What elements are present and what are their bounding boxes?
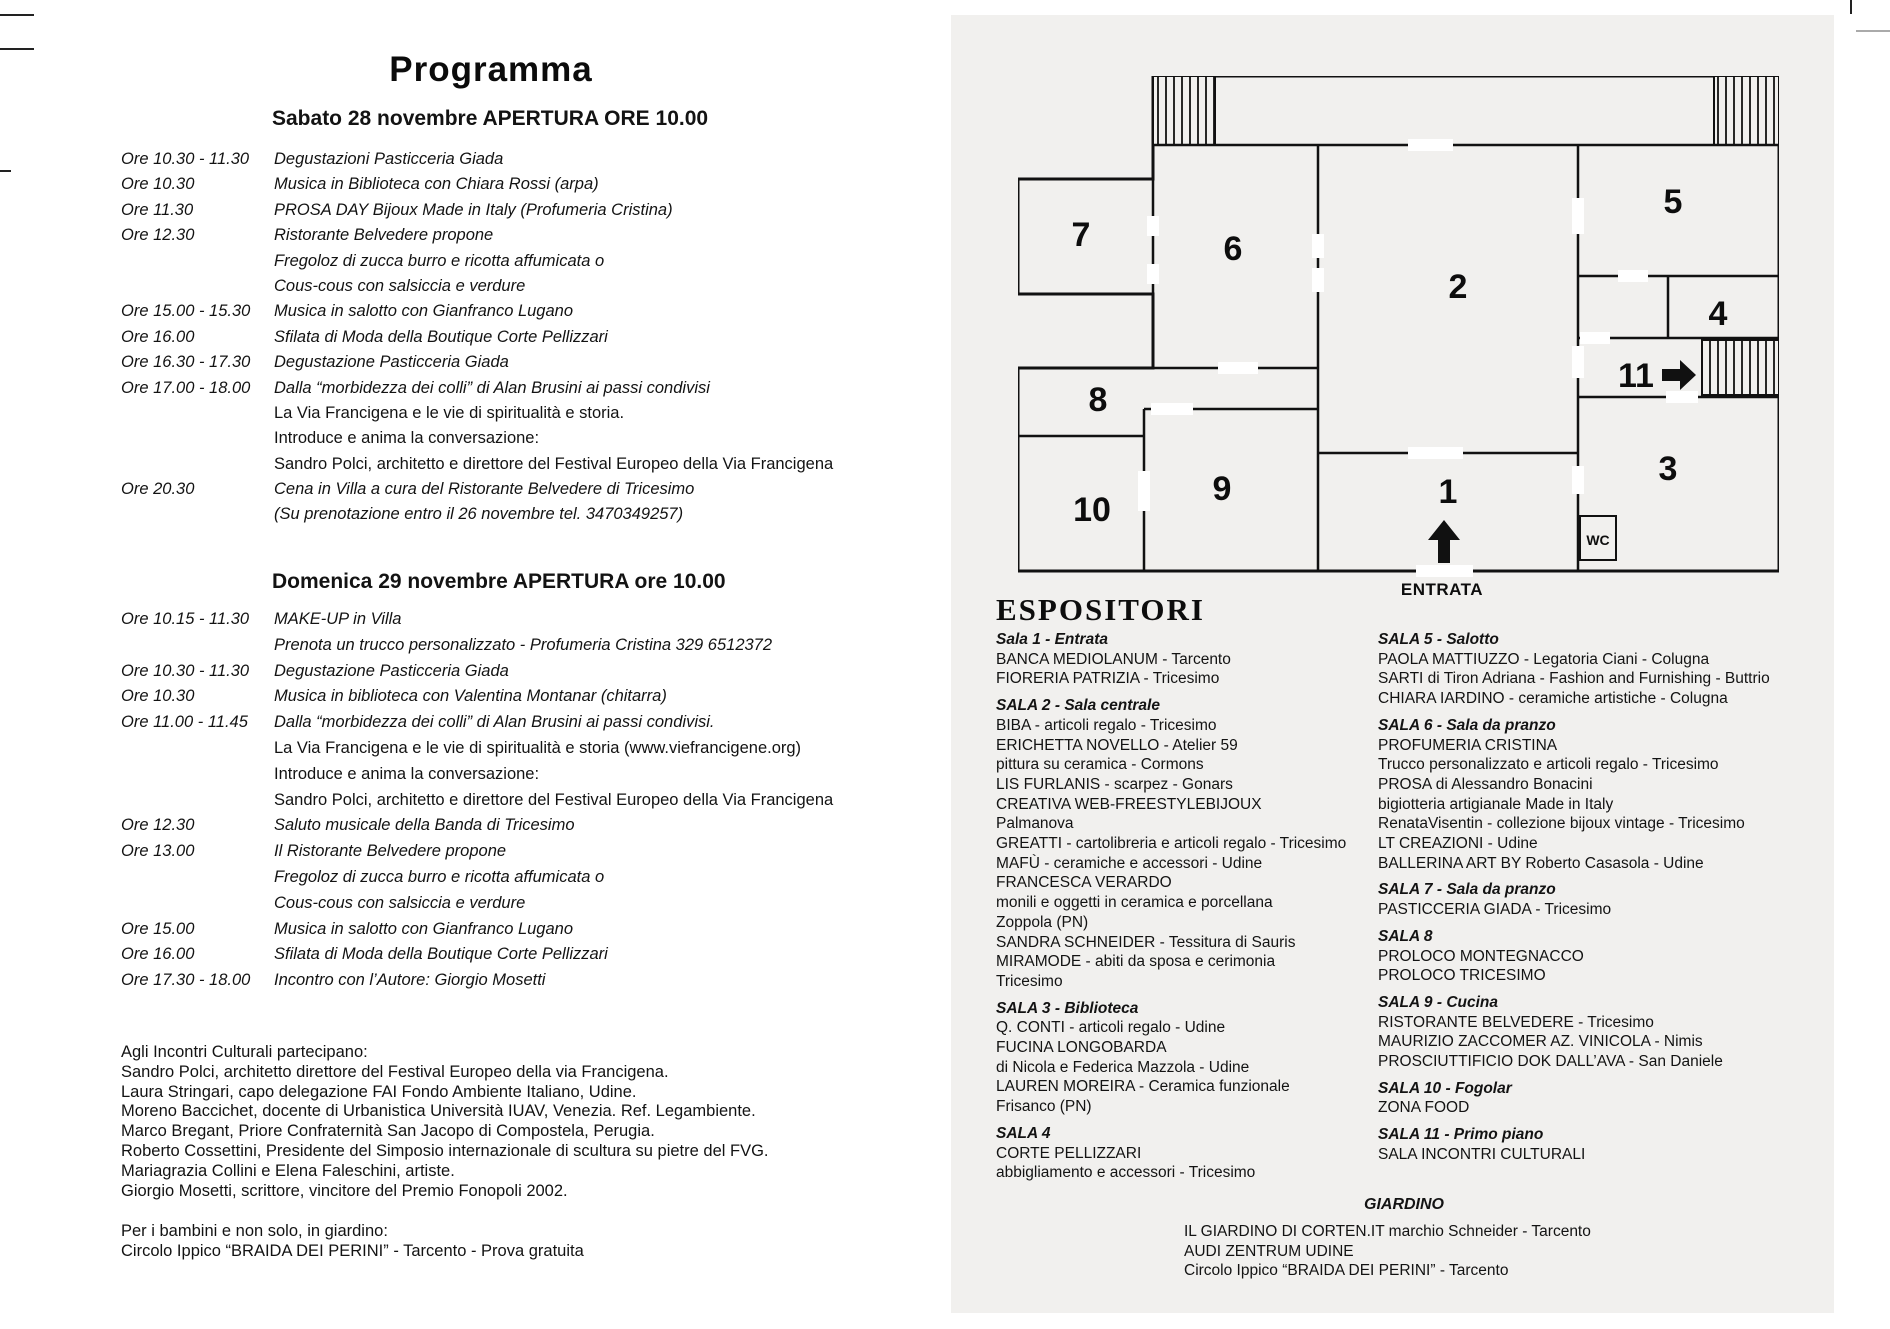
espositore-line: PASTICCERIA GIADA - Tricesimo bbox=[1378, 901, 1612, 919]
schedule-row bbox=[121, 659, 951, 685]
schedule-text: Il Ristorante Belvedere propone bbox=[274, 842, 507, 861]
espositore-line: BALLERINA ART BY Roberto Casasola - Udine bbox=[1378, 854, 1704, 872]
schedule-text: Introduce e anima la conversazione: bbox=[274, 429, 540, 448]
schedule-text: La Via Francigena e le vie di spiritualità e storia (www.viefrancigene.org) bbox=[274, 738, 802, 757]
schedule-time: Ore 11.30 bbox=[121, 200, 194, 219]
sala-heading: SALA 2 - Sala centrale bbox=[996, 697, 1160, 715]
room-number-6: 6 bbox=[1223, 230, 1243, 268]
espositore-line: MIRAMODE - abiti da sposa e cerimonia bbox=[996, 953, 1276, 971]
door-gap bbox=[1572, 346, 1584, 378]
schedule-text: Sandro Polci, architetto e direttore del Festival Europeo della Via Francigena bbox=[274, 790, 834, 809]
schedule-text: Prenota un trucco personalizzato - Profumeria Cristina 329 6512372 bbox=[274, 635, 773, 654]
room-number-4: 4 bbox=[1708, 295, 1728, 333]
espositore-line: PROFUMERIA CRISTINA bbox=[1378, 736, 1558, 754]
door-gap bbox=[1666, 391, 1698, 403]
door-gap bbox=[1572, 466, 1584, 494]
espositori-block bbox=[1378, 716, 1828, 874]
espositore-line: RenataVisentin - collezione bijoux vintage - Tricesimo bbox=[1378, 815, 1745, 833]
espositore-line: LT CREAZIONI - Udine bbox=[1378, 835, 1538, 853]
giardino-line: AUDI ZENTRUM UDINE bbox=[1184, 1242, 1354, 1260]
schedule-time: Ore 16.30 - 17.30 bbox=[121, 353, 251, 372]
schedule-row bbox=[121, 968, 951, 994]
espositore-line: BIBA - articoli regalo - Tricesimo bbox=[996, 716, 1217, 734]
schedule-row bbox=[121, 942, 951, 968]
sunday-schedule bbox=[121, 607, 951, 994]
participants-line: Sandro Polci, architetto direttore del Festival Europeo della via Francigena. bbox=[121, 1062, 669, 1081]
building-outline bbox=[1018, 76, 1779, 571]
espositore-line: abbigliamento e accessori - Tricesimo bbox=[996, 1164, 1256, 1182]
schedule-time: Ore 10.30 - 11.30 bbox=[121, 150, 250, 168]
espositori-block bbox=[1378, 1079, 1828, 1118]
espositori-block bbox=[1378, 630, 1828, 709]
door-gap bbox=[1151, 403, 1193, 415]
schedule-text: Fregoloz di zucca burro e ricotta affumicata o bbox=[274, 251, 605, 270]
espositori-block bbox=[996, 1124, 1378, 1183]
sala-heading: SALA 11 - Primo piano bbox=[1378, 1126, 1544, 1144]
espositore-line: GREATTI - cartolibreria e articoli regalo - Tricesimo bbox=[996, 835, 1347, 853]
schedule-time: Ore 15.00 bbox=[121, 919, 195, 938]
espositore-line: Frisanco (PN) bbox=[996, 1098, 1092, 1116]
giardino-line: IL GIARDINO DI CORTEN.IT marchio Schneider - Tarcento bbox=[1184, 1223, 1591, 1240]
schedule-row bbox=[121, 299, 951, 324]
giardino-title: GIARDINO bbox=[1364, 1196, 1444, 1213]
schedule-row bbox=[121, 839, 951, 865]
sala-heading: SALA 8 bbox=[1378, 927, 1433, 945]
sala-heading: SALA 5 - Salotto bbox=[1378, 631, 1499, 648]
schedule-time: Ore 15.00 - 15.30 bbox=[121, 302, 251, 321]
espositore-line: FUCINA LONGOBARDA bbox=[996, 1039, 1167, 1057]
schedule-row bbox=[121, 376, 951, 401]
espositore-line: SARTI di Tiron Adriana - Fashion and Furnishing - Buttrio bbox=[1378, 670, 1770, 688]
stairs-hatch-left bbox=[1153, 76, 1215, 145]
crop-mark bbox=[0, 14, 34, 16]
schedule-time: Ore 10.30 bbox=[121, 175, 195, 194]
schedule-time: Ore 17.30 - 18.00 bbox=[121, 971, 251, 990]
schedule-row bbox=[121, 401, 951, 426]
sala-heading: SALA 10 - Fogolar bbox=[1378, 1079, 1512, 1097]
espositore-line: ZONA FOOD bbox=[1378, 1099, 1470, 1117]
room-number-9: 9 bbox=[1212, 470, 1232, 508]
schedule-row bbox=[121, 736, 951, 762]
schedule-text: Degustazione Pasticceria Giada bbox=[274, 661, 509, 680]
door-gap bbox=[1312, 234, 1324, 258]
crop-mark bbox=[1850, 0, 1852, 14]
schedule-row bbox=[121, 147, 951, 172]
room-number-7: 7 bbox=[1071, 216, 1091, 254]
espositori-title: ESPOSITORI bbox=[996, 592, 1205, 627]
espositore-line: CHIARA IARDINO - ceramiche artistiche - Colugna bbox=[1378, 690, 1728, 708]
door-gap bbox=[1580, 332, 1610, 344]
participants-line: Agli Incontri Culturali partecipano: bbox=[121, 1043, 368, 1061]
espositore-line: CREATIVA WEB-FREESTYLEBIJOUX bbox=[996, 795, 1262, 813]
children-note-line: Per i bambini e non solo, in giardino: bbox=[121, 1222, 388, 1240]
room-number-10: 10 bbox=[1073, 491, 1111, 529]
espositore-line: FIORERIA PATRIZIA - Tricesimo bbox=[996, 670, 1220, 688]
espositori-column-left bbox=[996, 630, 1378, 1190]
schedule-text: Musica in biblioteca con Valentina Montanar (chitarra) bbox=[274, 687, 667, 706]
schedule-row bbox=[121, 891, 951, 917]
schedule-text: Degustazioni Pasticceria Giada bbox=[274, 150, 504, 168]
giardino-line: Circolo Ippico “BRAIDA DEI PERINI” - Tarcento bbox=[1184, 1262, 1509, 1280]
schedule-text: Ristorante Belvedere propone bbox=[274, 226, 494, 245]
schedule-text: Sandro Polci, architetto e direttore del Festival Europeo della Via Francigena bbox=[274, 454, 834, 473]
participants-line: Moreno Baccichet, docente di Urbanistica Università IUAV, Venezia. Ref. Legambiente. bbox=[121, 1102, 756, 1121]
door-gap bbox=[1572, 198, 1584, 234]
schedule-time: Ore 16.00 bbox=[121, 327, 195, 346]
saturday-heading: Sabato 28 novembre APERTURA ORE 10.00 bbox=[272, 107, 709, 130]
schedule-text: Incontro con l’Autore: Giorgio Mosetti bbox=[274, 971, 546, 990]
espositore-line: RISTORANTE BELVEDERE - Tricesimo bbox=[1378, 1013, 1654, 1031]
espositore-line: PROSA di Alessandro Bonacini bbox=[1378, 775, 1593, 793]
schedule-row bbox=[121, 274, 951, 299]
schedule-time: Ore 13.00 bbox=[121, 842, 195, 861]
espositori-block bbox=[1378, 880, 1828, 919]
espositore-line: LAUREN MOREIRA - Ceramica funzionale bbox=[996, 1078, 1290, 1096]
schedule-time: Ore 11.00 - 11.45 bbox=[121, 713, 248, 732]
espositore-line: Trucco personalizzato e articoli regalo - Tricesimo bbox=[1378, 756, 1719, 774]
door-gap bbox=[1147, 264, 1159, 284]
entrance-door-gap bbox=[1416, 565, 1473, 577]
schedule-time: Ore 12.30 bbox=[121, 816, 195, 835]
schedule-row bbox=[121, 477, 951, 502]
participants-line: Laura Stringari, capo delegazione FAI Fondo Ambiente Italiano, Udine. bbox=[121, 1082, 637, 1101]
espositore-line: pittura su ceramica - Cormons bbox=[996, 756, 1204, 774]
page-title: Programma bbox=[389, 50, 593, 89]
schedule-text: Introduce e anima la conversazione: bbox=[274, 764, 540, 783]
espositore-line: SALA INCONTRI CULTURALI bbox=[1378, 1145, 1586, 1163]
schedule-row bbox=[121, 172, 951, 197]
schedule-row bbox=[121, 710, 951, 736]
schedule-row bbox=[121, 198, 951, 223]
schedule-row bbox=[121, 502, 951, 527]
children-note-line: Circolo Ippico “BRAIDA DEI PERINI” - Tarcento - Prova gratuita bbox=[121, 1241, 584, 1260]
schedule-row bbox=[121, 249, 951, 274]
saturday-schedule bbox=[121, 147, 951, 528]
schedule-text: La Via Francigena e le vie di spiritualità e storia. bbox=[274, 403, 625, 422]
espositore-line: PAOLA MATTIUZZO - Legatoria Ciani - Colugna bbox=[1378, 650, 1710, 668]
schedule-row bbox=[121, 917, 951, 943]
participants-line: Marco Bregant, Priore Confraternità San Jacopo di Compostela, Perugia. bbox=[121, 1122, 655, 1141]
door-gap bbox=[1408, 447, 1463, 459]
schedule-time: Ore 10.30 - 11.30 bbox=[121, 661, 250, 680]
schedule-row bbox=[121, 633, 951, 659]
sala-heading: SALA 9 - Cucina bbox=[1378, 993, 1498, 1011]
schedule-text: Fregoloz di zucca burro e ricotta affumicata o bbox=[274, 867, 605, 886]
schedule-text: Cena in Villa a cura del Ristorante Belvedere di Tricesimo bbox=[274, 480, 695, 499]
espositore-line: MAFÙ - ceramiche e accessori - Udine bbox=[996, 854, 1263, 872]
schedule-row bbox=[121, 607, 951, 633]
crop-mark bbox=[0, 170, 11, 172]
schedule-text: Dalla “morbidezza dei colli” di Alan Brusini ai passi condivisi bbox=[274, 378, 710, 397]
espositore-line: di Nicola e Federica Mazzola - Udine bbox=[996, 1058, 1250, 1076]
room-number-8: 8 bbox=[1088, 381, 1108, 419]
espositore-line: MAURIZIO ZACCOMER AZ. VINICOLA - Nimis bbox=[1378, 1033, 1703, 1051]
children-note-block bbox=[121, 1222, 951, 1262]
stairs-hatch-room11 bbox=[1702, 340, 1779, 395]
schedule-text: Musica in salotto con Gianfranco Lugano bbox=[274, 302, 574, 321]
sala-heading: SALA 3 - Biblioteca bbox=[996, 999, 1139, 1017]
room-number-5: 5 bbox=[1663, 183, 1683, 221]
schedule-text: Degustazione Pasticceria Giada bbox=[274, 353, 509, 372]
espositori-column-right bbox=[1378, 630, 1828, 1172]
espositore-line: Zoppola (PN) bbox=[996, 913, 1089, 931]
schedule-text: Dalla “morbidezza dei colli” di Alan Brusini ai passi condivisi. bbox=[274, 713, 715, 732]
schedule-time: Ore 10.15 - 11.30 bbox=[121, 610, 250, 628]
schedule-time: Ore 12.30 bbox=[121, 226, 195, 245]
schedule-row bbox=[121, 223, 951, 248]
door-gap bbox=[1138, 471, 1150, 511]
schedule-row bbox=[121, 865, 951, 891]
espositori-block bbox=[996, 999, 1378, 1117]
participants-line: Roberto Cossettini, Presidente del Simposio internazionale di scultura su pietre del FVG. bbox=[121, 1141, 769, 1160]
schedule-text: MAKE-UP in Villa bbox=[274, 610, 402, 628]
sala-heading: SALA 6 - Sala da pranzo bbox=[1378, 716, 1556, 734]
schedule-time: Ore 20.30 bbox=[121, 480, 195, 499]
wc-label: WC bbox=[1586, 532, 1610, 548]
espositore-line: PROLOCO MONTEGNACCO bbox=[1378, 947, 1584, 965]
espositore-line: Palmanova bbox=[996, 815, 1074, 833]
espositore-line: Q. CONTI - articoli regalo - Udine bbox=[996, 1019, 1226, 1037]
espositore-line: monili e oggetti in ceramica e porcellana bbox=[996, 894, 1273, 912]
espositori-block bbox=[1378, 927, 1828, 986]
espositori-block bbox=[1378, 1125, 1828, 1164]
door-gap bbox=[1408, 139, 1453, 151]
schedule-time: Ore 17.00 - 18.00 bbox=[121, 378, 251, 397]
schedule-text: Musica in Biblioteca con Chiara Rossi (arpa) bbox=[274, 175, 599, 194]
giardino-lines bbox=[1184, 1222, 1591, 1281]
espositore-line: BANCA MEDIOLANUM - Tarcento bbox=[996, 650, 1231, 668]
schedule-time: Ore 16.00 bbox=[121, 945, 195, 964]
door-gap bbox=[1147, 216, 1159, 236]
room-number-2: 2 bbox=[1448, 268, 1468, 306]
schedule-text: Saluto musicale della Banda di Tricesimo bbox=[274, 816, 575, 835]
schedule-row bbox=[121, 788, 951, 814]
schedule-text: Sfilata di Moda della Boutique Corte Pellizzari bbox=[274, 945, 608, 964]
door-gap bbox=[1218, 362, 1258, 374]
sala-heading: Sala 1 - Entrata bbox=[996, 631, 1108, 648]
sala-heading: SALA 7 - Sala da pranzo bbox=[1378, 881, 1556, 899]
entrance-label: ENTRATA bbox=[1400, 580, 1484, 599]
sunday-heading: Domenica 29 novembre APERTURA ore 10.00 bbox=[272, 570, 726, 593]
schedule-row bbox=[121, 350, 951, 375]
espositore-line: SANDRA SCHNEIDER - Tessitura di Sauris bbox=[996, 933, 1296, 951]
participants-line: Mariagrazia Collini e Elena Faleschini, artiste. bbox=[121, 1161, 455, 1180]
floor-plan bbox=[1018, 76, 1779, 606]
schedule-row bbox=[121, 426, 951, 451]
participants-block bbox=[121, 1043, 951, 1201]
room-number-1: 1 bbox=[1438, 473, 1458, 511]
schedule-text: Musica in salotto con Gianfranco Lugano bbox=[274, 919, 574, 938]
sala-heading: SALA 4 bbox=[996, 1124, 1051, 1142]
espositore-line: PROLOCO TRICESIMO bbox=[1378, 967, 1546, 985]
schedule-text: Cous-cous con salsiccia e verdure bbox=[274, 276, 526, 295]
espositori-block bbox=[1378, 993, 1828, 1072]
espositore-line: FRANCESCA VERARDO bbox=[996, 874, 1172, 892]
schedule-row bbox=[121, 452, 951, 477]
schedule-text: Cous-cous con salsiccia e verdure bbox=[274, 893, 526, 912]
schedule-row bbox=[121, 762, 951, 788]
door-gap bbox=[1312, 268, 1324, 292]
espositore-line: LIS FURLANIS - scarpez - Gonars bbox=[996, 775, 1233, 793]
room-number-11: 11 bbox=[1618, 357, 1654, 395]
espositore-line: bigiotteria artigianale Made in Italy bbox=[1378, 795, 1614, 813]
schedule-text: (Su prenotazione entro il 26 novembre tel. 3470349257) bbox=[274, 505, 684, 524]
schedule-row bbox=[121, 325, 951, 350]
espositori-block bbox=[996, 630, 1378, 689]
espositore-line: CORTE PELLIZZARI bbox=[996, 1144, 1142, 1162]
door-gap bbox=[1618, 270, 1648, 282]
crop-mark bbox=[1856, 30, 1890, 32]
schedule-row bbox=[121, 684, 951, 710]
espositore-line: ERICHETTA NOVELLO - Atelier 59 bbox=[996, 736, 1238, 754]
schedule-text: PROSA DAY Bijoux Made in Italy (Profumeria Cristina) bbox=[274, 200, 673, 219]
crop-mark bbox=[0, 48, 34, 50]
espositore-line: PROSCIUTTIFICIO DOK DALL’AVA - San Daniele bbox=[1378, 1053, 1723, 1071]
espositori-block bbox=[996, 696, 1378, 992]
schedule-row bbox=[121, 813, 951, 839]
stairs-hatch-right bbox=[1714, 76, 1779, 145]
participants-line: Giorgio Mosetti, scrittore, vincitore del Premio Fonopoli 2002. bbox=[121, 1181, 568, 1200]
schedule-time: Ore 10.30 bbox=[121, 687, 195, 706]
schedule-text: Sfilata di Moda della Boutique Corte Pellizzari bbox=[274, 327, 608, 346]
room-number-3: 3 bbox=[1658, 450, 1678, 488]
espositore-line: Tricesimo bbox=[996, 972, 1063, 990]
